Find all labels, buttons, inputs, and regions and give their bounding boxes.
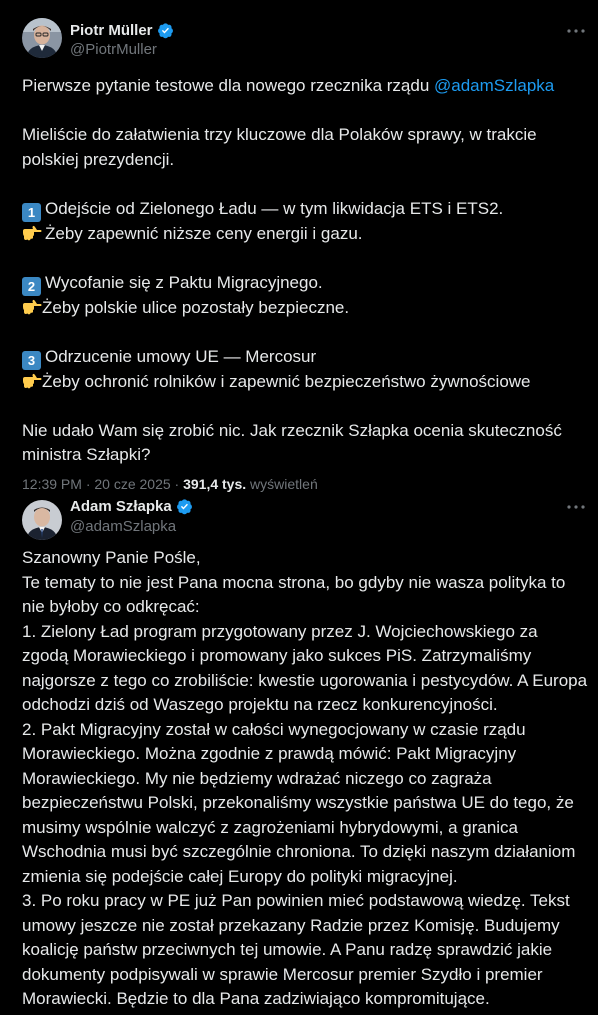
- backhand-index-pointing-right-emoji: [22, 372, 42, 390]
- avatar-piotr-muller[interactable]: [22, 18, 62, 58]
- mention-link[interactable]: @adamSzlapka: [434, 76, 555, 95]
- tweet-piotr-muller[interactable]: [0, 0, 598, 492]
- tweet-intro-text: Pierwsze pytanie testowe dla nowego rzecznika rządu: [22, 76, 434, 95]
- list-item-title: Odejście od Zielonego Ładu — w tym likwidacja ETS i ETS2.: [45, 198, 504, 218]
- list-item-title: Wycofanie się z Paktu Migracyjnego.: [45, 272, 323, 292]
- tweet-closing: Nie udało Wam się zrobić nic. Jak rzecznik Szłapka ocenia skuteczność ministra Szłapki?: [22, 420, 567, 464]
- verified-badge-icon: [157, 22, 174, 39]
- more-options-icon[interactable]: [566, 21, 586, 41]
- timestamp-link[interactable]: 12:39 PM · 20 cze 2025 ·: [22, 476, 184, 492]
- more-options-icon[interactable]: [566, 497, 586, 517]
- author-name-row: [70, 22, 174, 39]
- tweet-paragraph: Mieliście do załatwienia trzy kluczowe dla Polaków sprawy, w trakcie polskiej prezydencji.: [22, 125, 542, 169]
- handle[interactable]: @adamSzlapka: [70, 518, 177, 535]
- keycap-number-emoji: 2: [22, 277, 41, 296]
- keycap-number-emoji: 1: [22, 203, 41, 222]
- author-name-row: [70, 498, 193, 515]
- list-item-title: Odrzucenie umowy UE — Mercosur: [45, 346, 317, 366]
- tweet-meta: [22, 476, 318, 492]
- handle[interactable]: @PiotrMuller: [70, 41, 157, 58]
- views-count: 391,4 tys.: [183, 476, 247, 492]
- keycap-number-emoji: 3: [22, 351, 41, 370]
- tweet-adam-szlapka[interactable]: [0, 492, 598, 1015]
- tweet-text: Szanowny Panie Pośle, Te tematy to nie jest Pana mocna strona, bo gdyby nie wasza polityka to nie byłoby co odkręcać: 1. Zielony Ład program przygotowany przez J. Wojciechowskiego za zgodą Morawieckiego i promowany jako sukces PiS. Zatrzymaliśmy najgorsze z tego co zrobiliście: kwestie ugorowania i pestycydów. A Europa odchodzi dziś od Waszego projektu na rzecz konkurencyjności. 2. Pakt Migracyjny został w całości wynegocjowany w czasie rządu Morawieckiego. Można zgodnie z prawdą mówić: Pakt Migracyjny Morawieckiego. My nie będziemy wdrażać niczego co zagraża bezpieczeństwu Polski, przekonaliśmy wszystkie państwa UE do tego, że musimy wspólnie walczyć z zagrożeniami hybrydowymi, a granica Wschodnia musi być szczególnie chroniona. To dzięki naszym działaniom zmienia się podejście całej Europy do polityki migracyjnej. 3. Po roku pracy w PE już Pan powinien mieć podstawową wiedzę. Tekst umowy jeszcze nie został przekazany Radzie przez Komisję. Budujemy koalicję państw przeciwnych tej umowie. A Panu radzę sprawdzić jakie dokumenty podpisywali w sprawie Mercosur premier Szydło i premier Morawiecki. Będzie to dla Pana zadziwiająco kompromitujące.: [22, 548, 588, 1008]
- backhand-index-pointing-right-emoji: [22, 224, 42, 242]
- backhand-index-pointing-right-emoji: [22, 298, 42, 316]
- verified-badge-icon: [176, 498, 193, 515]
- views-label: wyświetleń: [246, 476, 318, 492]
- display-name[interactable]: Adam Szłapka: [70, 498, 172, 515]
- avatar-adam-szlapka[interactable]: [22, 500, 62, 540]
- list-item-detail: Żeby polskie ulice pozostały bezpieczne.: [42, 297, 350, 317]
- list-item-detail: Żeby zapewnić niższe ceny energii i gazu.: [45, 223, 363, 243]
- display-name[interactable]: Piotr Müller: [70, 22, 153, 39]
- list-item-detail: Żeby ochronić rolników i zapewnić bezpieczeństwo żywnościowe: [42, 371, 531, 391]
- tweet-text: [22, 74, 588, 468]
